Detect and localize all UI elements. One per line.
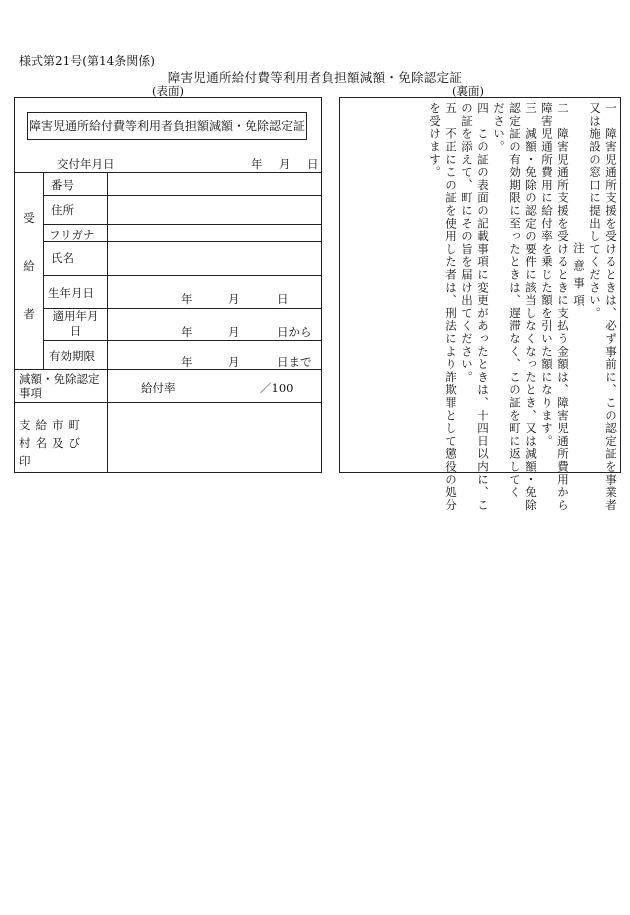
row-line <box>43 340 321 341</box>
note-2-col2 <box>541 102 553 470</box>
back-side-label: (裏面) <box>452 84 484 98</box>
validity-period-label: 有効期限 <box>49 349 95 363</box>
document-title: 障害児通所給付費等利用者負担額減額・免除認定証 <box>167 70 463 85</box>
note-number: 四 <box>476 102 490 115</box>
applicable-day-unit: 日から <box>277 325 312 339</box>
note-text: 不正にこの証を使用した者は、刑法により詐欺罪として懲役の処分 <box>444 127 458 512</box>
recipient-divider <box>43 172 44 369</box>
birth-date-label: 生年月日 <box>48 286 94 300</box>
birth-month-unit: 月 <box>228 292 240 306</box>
note-1-col1 <box>604 102 618 512</box>
seal-column-divider <box>107 402 108 472</box>
label-text: 番号 <box>51 178 74 192</box>
notes-title: 注意事項 <box>572 242 586 312</box>
note-text: ださい。 <box>492 102 506 154</box>
recipient-bottom-line <box>15 369 321 370</box>
reduction-bottom-line <box>15 402 321 403</box>
applicable-date-label: 適用年月日 <box>52 309 99 338</box>
issue-year-unit: 年 <box>251 157 263 171</box>
certificate-title: 障害児通所給付費等利用者負担額減額・免除認定証 <box>27 112 307 140</box>
issue-day-unit: 日 <box>307 157 319 171</box>
birth-day-unit: 日 <box>277 292 289 306</box>
recipient-char: 給 <box>23 259 35 273</box>
note-text: 減額・免除の認定の要件に該当しなくなったとき、又は減額・免除 <box>524 127 538 512</box>
municipality-label: 支給市町村名及び印 <box>19 418 85 468</box>
issue-month-unit: 月 <box>279 157 291 171</box>
note-text: の証を添えて、町にその旨を届け出てください。 <box>460 102 474 384</box>
note-3-col1 <box>524 102 538 512</box>
note-4-col1 <box>476 102 490 512</box>
note-number: 二 <box>556 102 570 115</box>
front-card <box>14 97 322 473</box>
birth-year-unit: 年 <box>181 292 193 306</box>
name-label <box>51 250 103 266</box>
row-line <box>43 224 321 225</box>
note-text: 障害児通所支援を受けるときは、必ず事前に、この認定証を事業者 <box>604 127 618 512</box>
label-text: 氏名 <box>51 251 74 265</box>
note-text: を受けます。 <box>428 102 442 179</box>
furigana-label: フリガナ <box>49 228 95 242</box>
table-top-line <box>15 172 321 173</box>
recipient-char: 者 <box>23 307 35 321</box>
issue-date-row <box>15 153 321 171</box>
note-1-col2 <box>589 102 601 470</box>
notes-body <box>340 102 620 512</box>
note-text: 障害児通所費用に給付率を乗じた額を引いた額になります。 <box>540 102 554 448</box>
recipient-label <box>21 210 37 322</box>
note-5-col1 <box>444 102 458 512</box>
note-text: この証の表面の記載事項に変更があったときは、十四日以内に、こ <box>476 127 490 512</box>
note-text: 障害児通所支援を受けるときに支払う金額は、障害児通所費用から <box>556 127 570 512</box>
reduction-label: 減額・免除認定事項 <box>19 372 100 400</box>
applicable-year-unit: 年 <box>181 325 193 339</box>
issue-date-label: 交付年月日 <box>57 157 115 171</box>
benefit-rate-label: 給付率 <box>141 381 176 395</box>
number-label <box>51 177 103 193</box>
label-text: 住所 <box>51 203 74 217</box>
address-label <box>51 202 103 218</box>
note-3-col2 <box>508 102 522 499</box>
note-number: 五 <box>444 102 458 115</box>
row-line <box>43 275 321 276</box>
validity-day-unit: 日まで <box>277 355 312 369</box>
note-3-col3 <box>493 102 505 470</box>
label-column-divider <box>107 172 108 402</box>
front-side-label: (表面) <box>152 84 184 98</box>
validity-month-unit: 月 <box>228 355 240 369</box>
validity-year-unit: 年 <box>181 355 193 369</box>
note-number: 三 <box>524 102 538 115</box>
note-text: 又は施設の窓口に提出してください。 <box>588 102 602 320</box>
row-line <box>43 195 321 196</box>
recipient-char: 受 <box>23 211 35 225</box>
applicable-month-unit: 月 <box>228 325 240 339</box>
note-text: 認定証の有効期限に至ったときは、遅滞なく、この証を町に返してく <box>508 102 522 499</box>
form-number: 様式第21号(第14条関係) <box>19 54 155 68</box>
back-card <box>339 97 621 512</box>
note-2-col1 <box>556 102 570 512</box>
benefit-rate-value: ／100 <box>260 381 294 395</box>
note-number: 一 <box>604 102 618 115</box>
note-5-col2 <box>429 102 441 470</box>
note-4-col2 <box>461 102 473 470</box>
